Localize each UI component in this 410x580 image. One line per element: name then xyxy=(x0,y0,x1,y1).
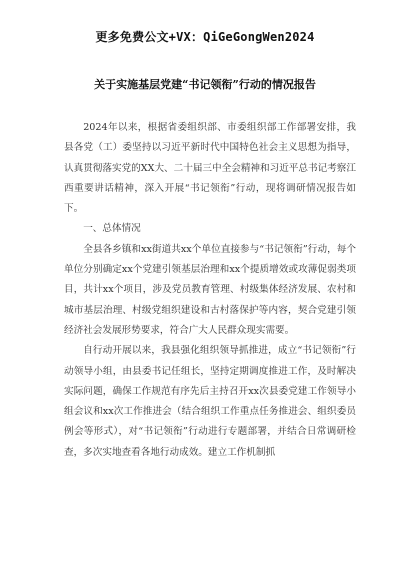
progress-paragraph: 自行动开展以来，我县强化组织领导抓推进，成立“书记领衔”行动领导小组，由县委书记任组长，坚持定期调度推进工作，及时解决实际问题，确保工作规范有序先后主持召开xx次县委党建工作领导小组会议和xx次工作推进会（结合组织工作重点任务推进会、组织委员例会等形式），对“书记领衔”行动进行专题部署，并结合日常调研检查，多次实地查看各地行动成效。建立工作机制抓 xyxy=(64,345,356,458)
document-body xyxy=(64,118,356,463)
overview-paragraph: 全县各乡镇和xx街道共xx个单位直接参与“书记领衔”行动，每个单位分别确定xx个党建引领基层治理和xx个提质增效或攻薄促弱类项目，共计xx个项目，涉及党员教育管理、村级集体经济发展、农村和城市基层治理、村级党组织建设和古村落保护等内容，契合党建引领经济社会发展形势要求，符合广大人民群众现实需要。 xyxy=(64,243,356,336)
document-title: 关于实施基层党建“书记领衔”行动的情况报告 xyxy=(94,78,316,91)
promo-header: 更多免费公文+VX：QiGeGongWen2024 xyxy=(95,30,315,44)
section-heading: 一、总体情况 xyxy=(83,223,141,235)
intro-paragraph: 2024年以来，根据省委组织部、市委组织部工作部署安排，我县各党（工）委坚持以习近平新时代中国特色社会主义思想为指导，认真贯彻落实党的XX大、二十届三中全会精神和习近平总书记考察江西重要讲话精神，深入开展“书记领衔”行动，现将调研情况报告如下。 xyxy=(64,122,356,215)
